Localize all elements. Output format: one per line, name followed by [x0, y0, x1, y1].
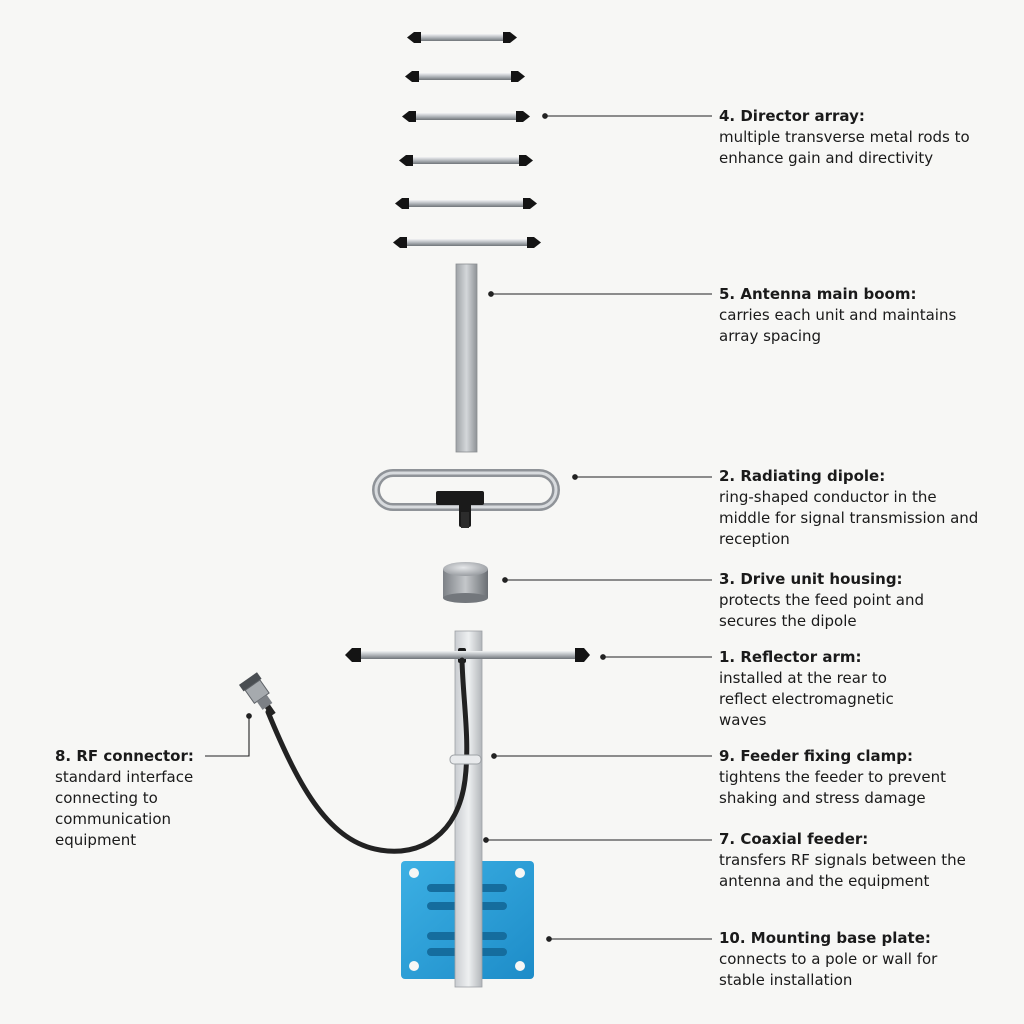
callout-description: carries each unit and maintains array spacing [719, 306, 957, 345]
callout-main-boom [719, 284, 979, 347]
callout-title: 2. Radiating dipole: [719, 467, 886, 485]
callout-title: 9. Feeder fixing clamp: [719, 747, 913, 765]
callout-description: transfers RF signals between the antenna and the equipment [719, 851, 966, 890]
callout-description: installed at the rear to reflect electromagnetic waves [719, 669, 894, 729]
director-rod-3 [402, 111, 530, 122]
callout-title: 5. Antenna main boom: [719, 285, 917, 303]
callout-director-array [719, 106, 979, 169]
antenna-main-boom [456, 264, 477, 452]
drive-unit-housing [443, 562, 488, 603]
director-rod-1 [407, 32, 517, 43]
callout-drive-unit-housing [719, 569, 979, 632]
callout-description: ring-shaped conductor in the middle for signal transmission and reception [719, 488, 979, 548]
callout-radiating-dipole [719, 466, 979, 550]
coaxial-feeder [268, 660, 467, 851]
callout-title: 4. Director array: [719, 107, 865, 125]
callout-feeder-fixing-clamp [719, 746, 1009, 809]
callout-description: connects to a pole or wall for stable installation [719, 950, 938, 989]
callout-rf-connector [55, 746, 215, 851]
callout-description: tightens the feeder to prevent shaking and stress damage [719, 768, 946, 807]
callout-reflector-arm [719, 647, 929, 731]
callout-title: 10. Mounting base plate: [719, 929, 931, 947]
director-rod-5 [395, 198, 537, 209]
radiating-dipole [376, 473, 556, 528]
director-rod-4 [399, 155, 533, 166]
callout-title: 7. Coaxial feeder: [719, 830, 869, 848]
callout-mounting-base-plate [719, 928, 979, 991]
callout-description: standard interface connecting to communication equipment [55, 768, 194, 849]
callout-title: 3. Drive unit housing: [719, 570, 903, 588]
director-rod-2 [405, 71, 525, 82]
callout-title: 1. Reflector arm: [719, 648, 862, 666]
callout-title: 8. RF connector: [55, 747, 194, 765]
callout-description: protects the feed point and secures the dipole [719, 591, 925, 630]
director-rod-6 [393, 237, 541, 248]
feeder-fixing-clamp [450, 755, 481, 764]
director-array [393, 32, 541, 248]
callout-coaxial-feeder [719, 829, 1009, 892]
rf-connector [239, 672, 282, 721]
callout-description: multiple transverse metal rods to enhance gain and directivity [719, 128, 970, 167]
